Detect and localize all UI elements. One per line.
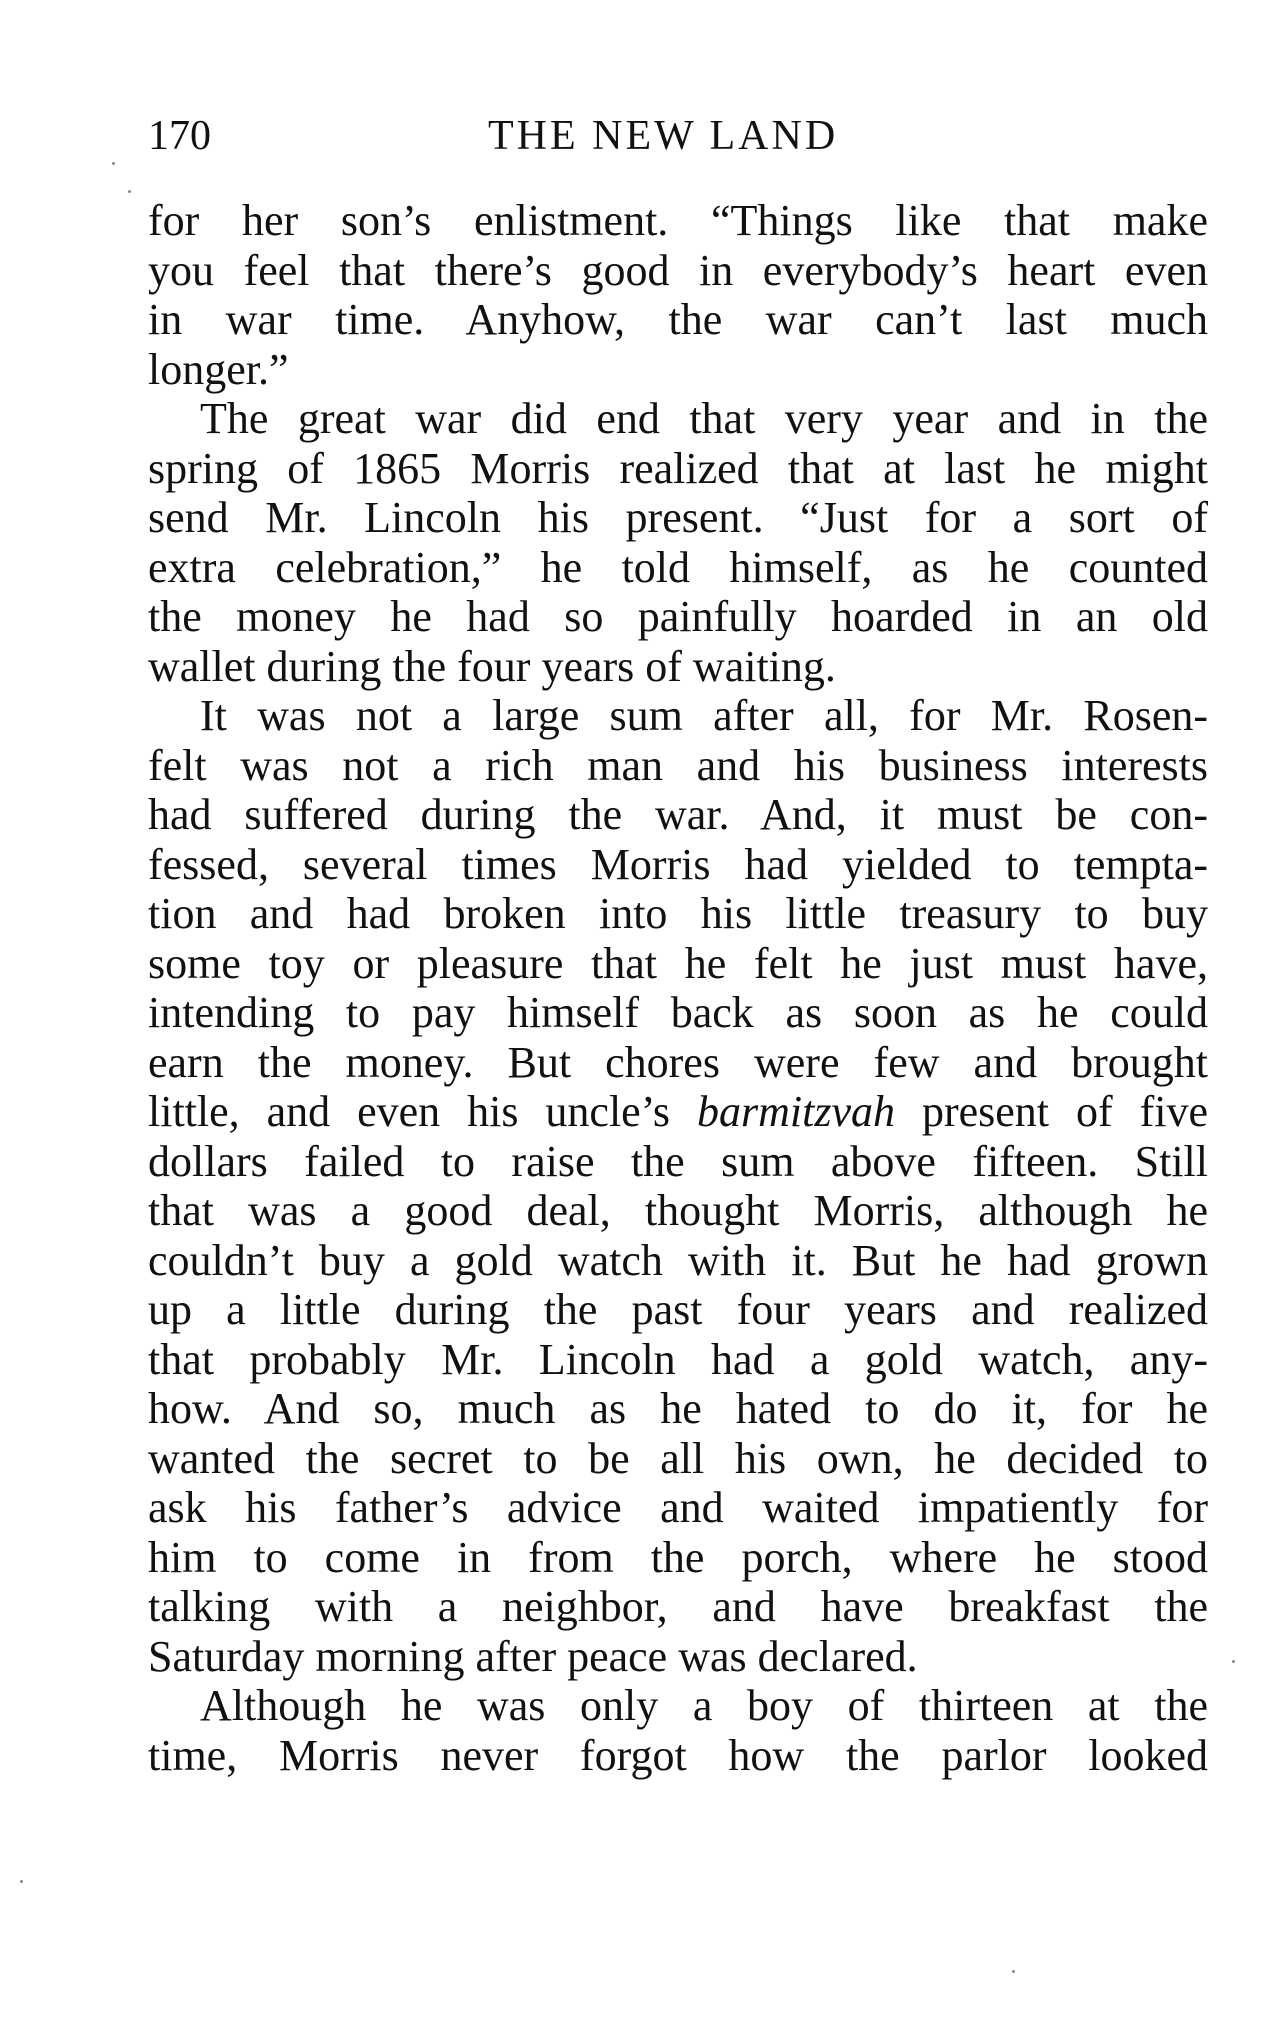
- line-segment: present of five: [895, 1087, 1209, 1136]
- text-line: tion and had broken into his little treasury to buy: [148, 889, 1208, 938]
- text-line: how. And so, much as he hated to do it, for he: [148, 1384, 1208, 1433]
- text-line: spring of 1865 Morris realized that at last he might: [148, 443, 1208, 493]
- line-segment: little, and even his uncle’s: [148, 1087, 698, 1136]
- text-line: felt was not a rich man and his business interests: [148, 740, 1208, 790]
- text-line: had suffered during the war. And, it must be con-: [148, 790, 1208, 839]
- paragraph-start-line: Although he was only a boy of thirteen at the: [200, 1681, 1208, 1730]
- paper-speck: [1012, 1970, 1015, 1973]
- text-line: you feel that there’s good in everybody’s heart even: [148, 245, 1208, 295]
- text-line: dollars failed to raise the sum above fifteen. Still: [148, 1136, 1208, 1186]
- text-line: ask his father’s advice and waited impatiently for: [148, 1483, 1208, 1532]
- text-line: for her son’s enlistment. “Things like that make: [148, 196, 1208, 245]
- paragraph-start-line: It was not a large sum after all, for Mr. Rosen-: [200, 691, 1208, 740]
- text-line: longer.”: [148, 344, 289, 394]
- text-line: that was a good deal, thought Morris, although he: [148, 1186, 1208, 1235]
- text-line: him to come in from the porch, where he stood: [148, 1532, 1208, 1582]
- text-line: time, Morris never forgot how the parlor looked: [148, 1730, 1208, 1780]
- text-line: some toy or pleasure that he felt he just must have,: [148, 938, 1208, 988]
- text-line: intending to pay himself back as soon as he could: [148, 988, 1208, 1037]
- page-number: 170: [148, 113, 211, 159]
- text-line: up a little during the past four years and realized: [148, 1285, 1208, 1334]
- paper-speck: [20, 1880, 23, 1883]
- text-line: fessed, several times Morris had yielded to tempta-: [148, 839, 1208, 889]
- paragraph-start-line: The great war did end that very year and in the: [200, 394, 1208, 443]
- body-text: [148, 196, 1208, 1780]
- paper-speck: [112, 162, 115, 165]
- paper-speck: [1232, 1660, 1235, 1663]
- running-title: THE NEW LAND: [488, 113, 839, 159]
- text-line: send Mr. Lincoln his present. “Just for a sort of: [148, 493, 1208, 542]
- text-line: in war time. Anyhow, the war can’t last much: [148, 295, 1208, 344]
- paper-speck: [128, 190, 131, 193]
- text-line: talking with a neighbor, and have breakfast the: [148, 1582, 1208, 1631]
- text-line-with-italic: [148, 1087, 1208, 1137]
- running-head: [148, 108, 1208, 164]
- italic-term-barmitzvah: barmitzvah: [697, 1087, 896, 1136]
- text-line: earn the money. But chores were few and brought: [148, 1037, 1208, 1087]
- text-line: wanted the secret to be all his own, he decided to: [148, 1433, 1208, 1483]
- text-line: the money he had so painfully hoarded in an old: [148, 592, 1208, 641]
- text-line: that probably Mr. Lincoln had a gold watch, any-: [148, 1334, 1208, 1384]
- text-line: Saturday morning after peace was declared.: [148, 1631, 918, 1681]
- text-line: extra celebration,” he told himself, as he counted: [148, 542, 1208, 592]
- text-line: couldn’t buy a gold watch with it. But he had grown: [148, 1235, 1208, 1285]
- text-line: wallet during the four years of waiting.: [148, 641, 836, 691]
